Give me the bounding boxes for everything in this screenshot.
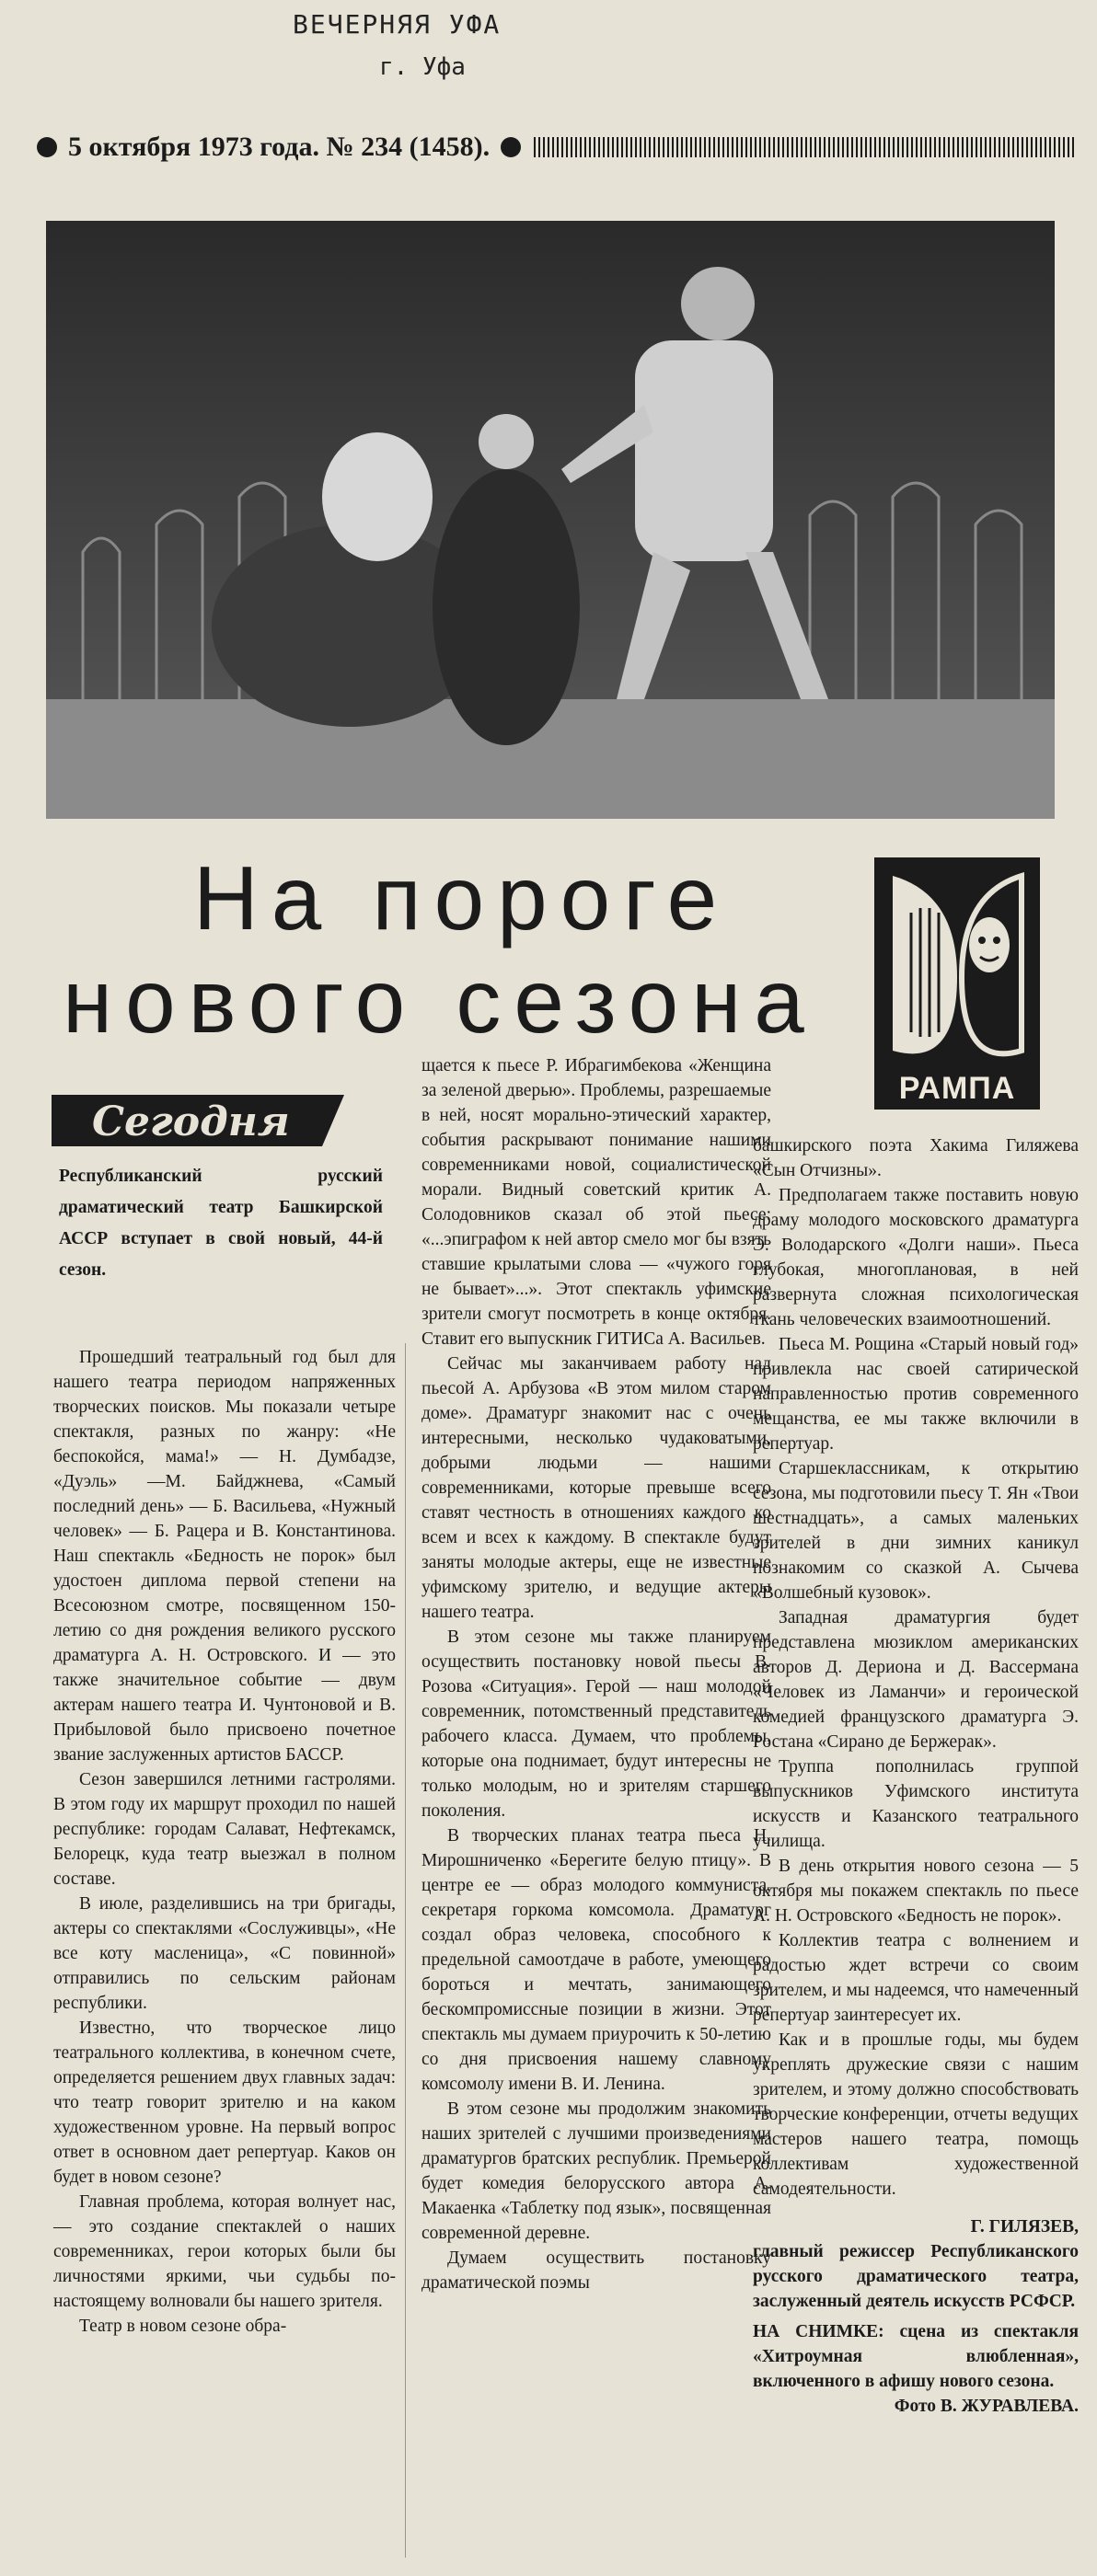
paragraph: Главная проблема, которая волнует нас, — это создание спектаклей о наших современниках, герои которых были бы личностями яркими, чьи судьбы по-настоящему волновали бы нашего зрителя.	[53, 2192, 396, 2311]
signature-block	[753, 2214, 1079, 2239]
paragraph: Предполагаем также поставить новую драму молодого московского драматурга Э. Володарского «Долги наши». Пьеса глубокая, многоплановая, в ней развернута сложная психологическая ткань человеческих взаимоотношений.	[753, 1186, 1079, 1329]
segodnya-banner	[46, 1082, 350, 1157]
headline-line-1: На пороге	[193, 847, 731, 949]
newspaper-name-stamp: ВЕЧЕРНЯЯ УФА	[293, 9, 502, 40]
paragraph: В этом сезоне мы продолжим знакомить наших зрителей с лучшими произведениями драматургов братских республик. Премьерой будет комедия белорусского автора А. Макаенка «Таблетку под язык», посвященная современной деревне.	[421, 2099, 771, 2243]
paragraph: щается к пьесе Р. Ибрагимбекова «Женщина за зеленой дверью». Проблемы, разрешаемые в ней, носят морально-этический характер, события раскрывают понимание нашими современниками новой, социалистической морали. Видный советский критик А. Солодовников сказал об этой пьесе: «...эпиграфом к ней автор смело мог бы взять ставшие крылатыми слова — «чужого горя не бывает»...». Этот спектакль уфимские зрители смогут посмотреть в конце октября. Ставит его выпускник ГИТИСа А. Васильев.	[421, 1056, 771, 1349]
paragraph: Западная драматургия будет представлена мюзиклом американских авторов Д. Дериона и Д. Вассермана «Человек из Ламанчи» и героической комедией французского драматурга Э. Ростана «Сирано де Бержерак».	[753, 1608, 1079, 1752]
article-column-2	[421, 1053, 771, 2295]
theater-masks-lyre-icon	[874, 857, 1040, 1069]
photo-credit-text: Фото В. ЖУРАВЛЕВА.	[894, 2397, 1079, 2416]
photo-caption	[753, 2319, 1079, 2394]
headline-line-2: нового сезона	[63, 950, 817, 1052]
paragraph: Прошедший театральный год был для нашего театра периодом напряженных творческих поисков. Мы показали четыре спектакля, разных по жанру: «Не беспокойся, мама!» — Н. Думбадзе, «Дуэль» —М. Байджнева, «Самый последний день» — Б. Васильева, «Нужный человек» — Б. Рацера и В. Константинова. Наш спектакль «Бедность не порок» был удостоен диплома первой степени на Всесоюзном смотре, посвященном 150-летию со дня рождения великого русского драматурга А. Н. Островского. И — это также значительное событие — двум актерам нашего театра И. Чунтоновой и В. Прибыловой было присвоено почетное звание заслуженных артистов БАССР.	[53, 1348, 396, 1765]
segodnya-script-icon	[46, 1082, 350, 1157]
paragraph: Известно, что творческое лицо театрального коллектива, в конечном счете, определяется решением двух главных задач: что театр говорит зрителю и на каком художественном уровне. На первый вопрос ответ в основном дает репертуар. Каков он будет в новом сезоне?	[53, 2018, 396, 2187]
paragraph: В июле, разделившись на три бригады, актеры со спектаклями «Сослуживцы», «Не все коту масленица», «С повинной» отправились по сельским районам республики.	[53, 1894, 396, 2013]
author-title	[753, 2239, 1079, 2314]
stage-photo	[46, 221, 1055, 819]
theater-stage-photo-icon	[46, 221, 1055, 819]
author-title-text: главный режиссер Республиканского русского драматического театра, заслуженный деятель искусств РСФСР.	[753, 2242, 1079, 2311]
paragraph: В день открытия нового сезона — 5 октября мы покажем спектакль по пьесе А. Н. Островского «Бедность не порок».	[753, 1857, 1079, 1926]
segodnya-text: Сегодня	[92, 1098, 290, 1145]
rubric-label: РАМПА	[874, 1067, 1040, 1110]
paragraph: Пьеса М. Рощина «Старый новый год» привлекла нас своей сатирической направленностью против современного мещанства, ее мы также включили в репертуар.	[753, 1335, 1079, 1454]
paragraph: Как и в прошлые годы, мы будем укреплять дружеские связи с нашим зрителем, и этому должно способствовать творческие конференции, отчеты ведущих мастеров нашего театра, помощь коллективам художественной самодеятельности.	[753, 2030, 1079, 2199]
paragraph: Думаем осуществить постановку драматической поэмы	[421, 2248, 771, 2293]
photo-credit	[753, 2394, 1079, 2419]
caption-label: НА СНИМКЕ:	[753, 2322, 884, 2341]
paragraph: башкирского поэта Хакима Гиляжева «Сын Отчизны».	[753, 1136, 1079, 1180]
article-column-1	[53, 1345, 396, 2339]
column-rule	[405, 1343, 406, 2558]
dateline-text: 5 октября 1973 года. № 234 (1458).	[68, 132, 491, 162]
dateline	[37, 129, 1077, 166]
paragraph: Коллектив театра с волнением и радостью ждет встречи со своим зрителем, и мы надеемся, что намеченный репертуар заинтересует их.	[753, 1931, 1079, 2025]
paragraph: Сейчас мы заканчиваем работу над пьесой А. Арбузова «В этом милом старом доме». Драматург знакомит нас с очень интересными, несколько чудаковатыми, добрыми людьми — нашими современниками, которые превыше всего ставят честность в отношениях каждого ко всем и всех к каждому. В спектакле будут заняты молодые актеры, еще не известные уфимскому зрителю, и ведущие актеры нашего театра.	[421, 1354, 771, 1622]
bullet-dot-icon	[501, 137, 521, 157]
author-name: Г. ГИЛЯЗЕВ,	[970, 2217, 1079, 2237]
paragraph: В этом сезоне мы также планируем осуществить постановку новой пьесы В. Розова «Ситуация». Герой — наш молодой современник, потомственный представитель рабочего класса. Думаем, что проблемы, которые она поднимает, будут интересны не только молодым, но и зрителям старшего поколения.	[421, 1627, 771, 1821]
paragraph: Труппа пополнилась группой выпускников Уфимского института искусств и Казанского театрального училища.	[753, 1757, 1079, 1851]
paragraph: Старшеклассникам, к открытию сезона, мы подготовили пьесу Т. Ян «Твои шестнадцать», а самых маленьких зрителей в дни зимних каникул познакомим со сказкой А. Сычева «Волшебный кузовок».	[753, 1459, 1079, 1603]
paragraph: Сезон завершился летними гастролями. В этом году их маршрут проходил по нашей республике: городам Салават, Нефтекамск, Белорецк, куда театр выезжал в полном составе.	[53, 1770, 396, 1889]
city-stamp: г. Уфа	[379, 53, 466, 81]
paragraph: В творческих планах театра пьеса Н. Мирошниченко «Берегите белую птицу». В центре ее — образ молодого коммуниста, секретаря горкома комсомола. Драматург создал образ человека, способного к предельной самоотдаче в работе, умеющего бороться и мечтать, занимающего бескомпромиссные позиции в жизни. Этот спектакль мы думаем приурочить к 50-летию со дня присвоения нашему славному комсомолу имени В. И. Ленина.	[421, 1826, 771, 2094]
bullet-dot-icon	[37, 137, 57, 157]
paragraph: Театр в новом сезоне обра-	[79, 2317, 287, 2336]
lead-paragraph: Республиканский русский драматический театр Башкирской АССР вступает в свой новый, 44-й сезон.	[59, 1167, 383, 1280]
caption-text: сцена из спектакля «Хитроумная влюбленная», включенного в афишу нового сезона.	[753, 2322, 1080, 2391]
article-column-3	[753, 1133, 1079, 2419]
hatched-rule	[534, 137, 1077, 157]
